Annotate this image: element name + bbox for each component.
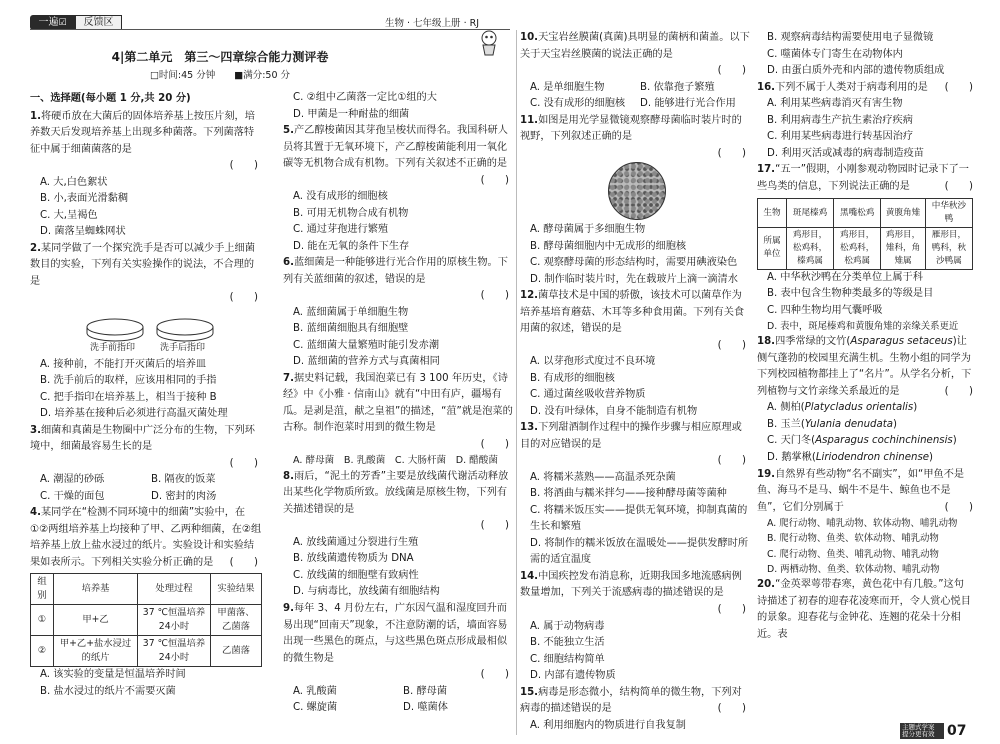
- option[interactable]: A. 该实验的变量是恒温培养时间: [40, 669, 186, 681]
- option[interactable]: B. 不能独立生活: [530, 637, 605, 649]
- option[interactable]: A. 大,白色絮状: [40, 176, 108, 188]
- option[interactable]: B. 小,表面光滑黏稠: [40, 193, 129, 205]
- petri-dish-icon: [30, 307, 262, 357]
- header-tab: [30, 15, 122, 30]
- option[interactable]: A. 爬行动物、哺乳动物、软体动物、哺乳动物: [767, 518, 958, 530]
- option[interactable]: C. 将糯米饭压实——提供无氧环境，抑制真菌的生长和繁殖: [530, 504, 748, 533]
- option[interactable]: A. 放线菌通过分裂进行生殖: [293, 536, 419, 548]
- option[interactable]: C. 天门冬(Asparagus cochinchinensis): [767, 435, 957, 447]
- option[interactable]: C. 噬菌体专门寄生在动物体内: [767, 48, 903, 60]
- question-16: 16.下列不属于人类对于病毒利用的是 ( ) A. 利用某些病毒消灭有害生物 B. 利用病毒生产抗生素治疗疾病 C. 利用某些病毒进行转基因治疗 D. 利用灭活或减毒的病毒制造疫苗: [757, 80, 973, 163]
- question-3: 3.细菌和真菌是生物圈中广泛分布的生物，下列环境中，细菌最容易生长的是 ( ) A. 潮湿的砂砾 B. 隔夜的饭菜 C. 干燥的面包 D. 密封的肉汤: [30, 423, 262, 506]
- page-number: 07: [947, 722, 967, 739]
- option[interactable]: B. 放线菌遗传物质为 DNA: [293, 553, 414, 565]
- option[interactable]: C. 爬行动物、鱼类、哺乳动物、哺乳动物: [767, 548, 939, 560]
- option[interactable]: B. 蓝细菌细胞具有细胞壁: [293, 323, 409, 335]
- option[interactable]: D. 内部有遗传物质: [530, 670, 616, 682]
- table-header: 培养基: [54, 574, 138, 605]
- answer-bracket[interactable]: ( ): [717, 339, 746, 351]
- option[interactable]: A. 利用某些病毒消灭有害生物: [767, 98, 903, 110]
- section-title: 一、选择题(每小题 1 分,共 20 分): [30, 93, 191, 104]
- option[interactable]: C. 细胞结构简单: [530, 653, 605, 665]
- answer-bracket[interactable]: ( ): [717, 603, 746, 615]
- header-tab-right: 反馈区: [75, 15, 122, 30]
- question-1: 1.将硬币放在大菌后的固体培养基上按压片刻，培养数天后发现培养基上出现多种菌落。下列菌落特征中属于细菌菌落的是 ( ) A. 大,白色絮状 B. 小,表面光滑黏稠 C. 大,呈褐色 D. 菌落呈蜘蛛网状: [30, 109, 262, 241]
- experiment-table: [30, 573, 262, 667]
- option[interactable]: D. 能在无氧的条件下生存: [293, 240, 410, 252]
- option[interactable]: D. 密封的肉汤: [151, 490, 217, 502]
- question-18: 18.四季常绿的文竹(Asparagus setaceus)让侧气蓬勃的校园里充满生机。生物小组的同学为下列校园植物都挂上了“名片”。从学名分析，下列植物与文竹亲缘关系最近的是 ( ) A. 侧柏(Platycladus orientalis) B. 玉兰(Yulania denudata) C. 天门冬(Asparagus cochinchinensis) D. 鹅掌楸(Liriodendron chinense): [757, 334, 973, 466]
- table-header: 实验结果: [211, 574, 262, 605]
- question-10: 10.天宝岩丝膜菌(真菌)具明显的菌柄和菌盖。以下关于天宝岩丝膜菌的说法正确的是 ( ) A. 是单细胞生物 B. 依靠孢子繁殖 C. 没有成形的细胞核 D. 能够进行光合作用: [520, 30, 750, 113]
- option[interactable]: C. 蓝细菌大量繁殖时能引发赤潮: [293, 339, 440, 351]
- option[interactable]: D. 表中，斑尾榛鸡和黄腹角雉的亲缘关系更近: [767, 321, 959, 333]
- option[interactable]: A. 将糯米蒸熟——高温杀死杂菌: [530, 471, 676, 483]
- table-row: 所属单位 鸡形目，松鸡科，榛鸡属 鸡形目，松鸡科，松鸡属 鸡形目，雉科，角雉属 雁形目，鸭科，秋沙鸭属: [758, 227, 973, 269]
- option[interactable]: B. 盐水浸过的纸片不需要灭菌: [40, 685, 176, 697]
- option[interactable]: A. 以芽孢形式度过不良环境: [530, 356, 656, 368]
- answer-bracket[interactable]: ( ): [229, 457, 258, 469]
- question-12: 12.菌草技术是中国的骄傲，该技术可以菌草作为培养基培育蘑菇、木耳等多种食用菌。下列有关食用菌的叙述，错误的是 ( ) A. 以芽孢形式度过不良环境 B. 有成形的细胞核 C. 通过菌丝吸收营养物质 D. 没有叶绿体，自身不能制造有机物: [520, 288, 750, 420]
- question-2: 2.某同学做了一个探究洗手是否可以减少手上细菌数目的实验，下列有关实验操作的说法，不合理的是 ( ) 洗手前指印 洗手后指印 A. 接种前，不能打开灭菌后的培养皿 B. 洗手前后的取样，应该用相同的手指 C. 把手指印在培养基上，相当于接种 B D. 培养基在接种后必须进行高温灭菌处理: [30, 241, 262, 423]
- option[interactable]: B. 玉兰(Yulania denudata): [767, 418, 897, 430]
- option[interactable]: C. 四种生物均用气囊呼吸: [767, 304, 883, 316]
- header-tab-left: 一遍☑: [30, 15, 75, 30]
- option[interactable]: A. 没有成形的细胞核: [293, 191, 388, 203]
- question-15: 15.病毒是形态微小，结构简单的微生物，下列对病毒的描述错误的是 ( ) A. 利用细胞内的物质进行自我复制: [520, 685, 750, 735]
- option[interactable]: D. 没有叶绿体，自身不能制造有机物: [530, 405, 698, 417]
- option[interactable]: B. 利用病毒生产抗生素治疗疾病: [767, 114, 913, 126]
- option[interactable]: C. 放线菌的细胞壁有致病性: [293, 569, 419, 581]
- option[interactable]: D. 由蛋白质外壳和内部的遗传物质组成: [767, 65, 945, 77]
- option[interactable]: A. 潮湿的砂砾: [40, 474, 105, 486]
- table-row: ① 甲+乙 37 ℃恒温培养24小时 甲菌落、乙菌落: [31, 605, 262, 636]
- dish-label-after: 洗手后指印: [160, 342, 206, 353]
- table-header: 处理过程: [138, 574, 211, 605]
- option[interactable]: A. 属于动物病毒: [530, 620, 605, 632]
- question-7: 7.据史料记载，我国泡菜已有 3 100 年历史，《诗经》中《小雅 · 信南山》就有“中田有庐，疆埸有瓜。是剥是菹，献之皇祖”的描述，“菹”就是泡菜的古称。制作泡菜时用到的微生物是 ( ) A. 酵母菌 B. 乳酸菌 C. 大肠杆菌 D. 醋酸菌: [283, 371, 513, 469]
- option[interactable]: B. 洗手前后的取样，应该用相同的手指: [40, 375, 217, 387]
- question-17: 17.“五一”假期，小刚参观动物园时记录下了一些鸟类的信息，下列说法正确的是 ( ) 生物 斑尾榛鸡 黑嘴松鸡 黄腹角雉 中华秋沙鸭 所属单位 鸡形目，松鸡科，榛鸡属 鸡形目，松鸡科，松鸡属 鸡形目，雉科，角雉属 雁形目，鸭科，秋沙鸭属 A. 中华秋沙鸭在分类单位上属于科 B. 表中包含生物种类最多的等级是目 C. 四种生物均用气囊呼吸 D. 表中，斑尾榛鸡和黄腹角雉的亲缘关系更近: [757, 162, 973, 334]
- dish-label-before: 洗手前指印: [90, 342, 136, 353]
- question-8: 8.雨后，“泥土的芳香”主要是放线菌代谢活动释放出某些化学物质所致。放线菌是原核生物，下列有关描述错误的是 ( ) A. 放线菌通过分裂进行生殖 B. 放线菌遗传物质为 DNA C. 放线菌的细胞壁有致病性 D. 与病毒比，放线菌有细胞结构: [283, 469, 513, 601]
- option[interactable]: A. 酵母菌属于多细胞生物: [530, 224, 646, 236]
- option-row[interactable]: A. 酵母菌 B. 乳酸菌 C. 大肠杆菌 D. 醋酸菌: [293, 455, 498, 467]
- question-6: 6.蓝细菌是一种能够进行光合作用的原核生物。下列有关蓝细菌的叙述，错误的是 ( ) A. 蓝细菌属于单细胞生物 B. 蓝细菌细胞具有细胞壁 C. 蓝细菌大量繁殖时能引发赤潮 D. 蓝细菌的营养方式与真菌相同: [283, 255, 513, 371]
- table-header: 生物: [758, 199, 787, 228]
- question-11: 11.如图是用光学显微镜观察酵母菌临时装片时的视野，下列叙述正确的是 ( ) A. 酵母菌属于多细胞生物 B. 酵母菌细胞内中无成形的细胞核 C. 观察酵母菌的形态结构时，需要用碘液染色 D. 制作临时装片时，先在载玻片上滴一滴清水: [520, 113, 750, 289]
- table-header: 组别: [31, 574, 54, 605]
- option[interactable]: B. 酵母菌细胞内中无成形的细胞核: [530, 240, 687, 252]
- bird-classification-table: [757, 198, 973, 269]
- option[interactable]: A. 接种前，不能打开灭菌后的培养皿: [40, 358, 207, 370]
- question-14: 14.中国疾控发布消息称，近期我国多地流感病例数量增加，下列关于流感病毒的描述错误的是 ( ) A. 属于动物病毒 B. 不能独立生活 C. 细胞结构简单 D. 内部有遗传物质: [520, 569, 750, 685]
- column-divider: [516, 30, 517, 735]
- answer-bracket[interactable]: ( ): [480, 520, 509, 532]
- answer-bracket[interactable]: ( ): [717, 703, 746, 715]
- answer-bracket[interactable]: ( ): [944, 180, 973, 192]
- option[interactable]: D. 利用灭活或减毒的病毒制造疫苗: [767, 147, 924, 159]
- answer-bracket[interactable]: ( ): [480, 174, 509, 186]
- option[interactable]: B. 表中包含生物种类最多的等级是目: [767, 288, 934, 300]
- table-header: 黑嘴松鸡: [834, 199, 881, 228]
- option[interactable]: B. 有成形的细胞核: [530, 372, 615, 384]
- option[interactable]: D. 与病毒比，放线菌有细胞结构: [293, 586, 440, 598]
- table-row: ② 甲+乙+盐水浸过的纸片 37 ℃恒温培养24小时 乙菌落: [31, 636, 262, 667]
- table-header: 斑尾榛鸡: [787, 199, 834, 228]
- option[interactable]: A. 蓝细菌属于单细胞生物: [293, 306, 409, 318]
- table-header: 中华秋沙鸭: [925, 199, 972, 228]
- answer-bracket[interactable]: ( ): [229, 160, 258, 172]
- column-1: [30, 90, 262, 700]
- option[interactable]: C. 观察酵母菌的形态结构时，需要用碘液染色: [530, 257, 738, 269]
- question-20: 20.“金英翠萼带春寒，黄色花中有几般。”这句诗描述了初春的迎春花凌寒而开，令人赏心悦目的景象。迎春花与金钟花、连翘的花朵十分相近。表: [757, 579, 971, 640]
- answer-bracket[interactable]: ( ): [944, 81, 973, 93]
- option[interactable]: B. 依靠孢子繁殖: [640, 81, 715, 93]
- answer-bracket[interactable]: ( ): [480, 438, 509, 450]
- option[interactable]: C. 把手指印在培养基上，相当于接种 B: [40, 391, 217, 403]
- yeast-microscope-image: [520, 162, 750, 222]
- answer-bracket[interactable]: ( ): [717, 147, 746, 159]
- footer-badge: 主题式学案 提分更有效: [900, 723, 944, 739]
- option[interactable]: D. 能够进行光合作用: [640, 98, 736, 110]
- answer-bracket[interactable]: ( ): [229, 556, 258, 568]
- option[interactable]: B. 隔夜的饭菜: [151, 474, 216, 486]
- option[interactable]: B. 爬行动物、鱼类、软体动物、哺乳动物: [767, 533, 939, 545]
- column-4: [757, 30, 973, 643]
- option[interactable]: C. 大,呈褐色: [40, 209, 98, 221]
- time-score: □时间:45 分钟 ■满分:50 分: [149, 70, 291, 81]
- option[interactable]: C. 利用某些病毒进行转基因治疗: [767, 131, 914, 143]
- option[interactable]: D. 噬菌体: [403, 702, 448, 714]
- answer-bracket[interactable]: ( ): [944, 501, 973, 513]
- option[interactable]: D. 菌落呈蜘蛛网状: [40, 226, 126, 238]
- option[interactable]: C. 通过芽孢进行繁殖: [293, 224, 389, 236]
- option[interactable]: A. 乳酸菌: [293, 685, 337, 697]
- question-13: 13.下列甜酒制作过程中的操作步骤与相应原理或目的对应错误的是 ( ) A. 将糯米蒸熟——高温杀死杂菌 B. 将酒曲与糯米拌匀——接种酵母菌等菌种 C. 将糯米饭压实——提供无氧环境，抑制真菌的生长和繁殖 D. 将制作的糯米饭放在温暖处——提供发酵时所需的适宜温度: [520, 420, 750, 569]
- option[interactable]: D. 甲菌是一种耐盐的细菌: [293, 108, 410, 120]
- unit-title: 4|第二单元 第三～四章综合能力测评卷: [111, 50, 329, 64]
- answer-bracket[interactable]: ( ): [717, 455, 746, 467]
- option[interactable]: A. 利用细胞内的物质进行自我复制: [530, 719, 686, 731]
- answer-bracket[interactable]: ( ): [229, 292, 258, 304]
- answer-bracket[interactable]: ( ): [480, 290, 509, 302]
- page-footer: [900, 722, 966, 740]
- option[interactable]: C. 没有成形的细胞核: [530, 98, 626, 110]
- option[interactable]: B. 将酒曲与糯米拌匀——接种酵母菌等菌种: [530, 488, 727, 500]
- option[interactable]: A. 是单细胞生物: [530, 81, 605, 93]
- option[interactable]: C. 干燥的面包: [40, 490, 105, 502]
- petri-dish-figure: [30, 307, 262, 357]
- option[interactable]: D. 蓝细菌的营养方式与真菌相同: [293, 356, 440, 368]
- book-info: 生物 · 七年级上册 · RJ: [385, 18, 480, 29]
- option[interactable]: B. 可用无机物合成有机物: [293, 207, 409, 219]
- option[interactable]: D. 两栖动物、鱼类、软体动物、哺乳动物: [767, 563, 940, 575]
- answer-bracket[interactable]: ( ): [944, 385, 973, 397]
- table-header: 黄腹角雉: [881, 199, 926, 228]
- option[interactable]: B. 酵母菌: [403, 685, 448, 697]
- option[interactable]: C. 通过菌丝吸收营养物质: [530, 389, 646, 401]
- option[interactable]: C. ②组中乙菌落一定比①组的大: [293, 92, 437, 103]
- question-9: 9.每年 3、4 月份左右，广东因气温和湿度回升而易出现“回南天”现象，不注意防潮的话，墙面容易出现一些黑色的斑点，与这些黑色斑点形成最相似的微生物是 ( ) A. 乳酸菌 B. 酵母菌 C. 螺旋菌 D. 噬菌体: [283, 601, 513, 717]
- option[interactable]: A. 侧柏(Platycladus orientalis): [767, 402, 918, 414]
- option[interactable]: D. 培养基在接种后必须进行高温灭菌处理: [40, 408, 228, 420]
- option[interactable]: A. 中华秋沙鸭在分类单位上属于科: [767, 271, 923, 283]
- table-header-row: [758, 199, 973, 228]
- option[interactable]: B. 观察病毒结构需要使用电子显微镜: [767, 32, 934, 43]
- tab-check-icon: ☑: [58, 18, 67, 28]
- question-4: 4.某同学在“检测不同环境中的细菌”实验中，在①②两组培养基上均接种了甲、乙两种细菌，在②组培养基上放上盐水浸过的纸片。实验设计和实验结果如表所示。下列相关实验分析正确的是 ( ) 组别 培养基 处理过程 实验结果 ① 甲+乙 37 ℃恒温培养24小时 甲菌落、乙菌落 ② 甲+乙+盐水浸过的纸片 37 ℃恒温培养24小时 乙菌落 A. 该实验的变量是恒温培养时间 B. 盐水浸过的纸片不需要灭菌: [30, 505, 262, 700]
- option[interactable]: D. 将制作的糯米饭放在温暖处——提供发酵时所需的适宜温度: [530, 537, 749, 566]
- question-5: 5.产乙醇梭菌因其芽孢呈梭状而得名。我国科研人员将其置于无氧环境下，产乙醇梭菌能利用一氧化碳等无机物合成有机物。下列有关叙述不正确的是 ( ) A. 没有成形的细胞核 B. 可用无机物合成有机物 C. 通过芽孢进行繁殖 D. 能在无氧的条件下生存: [283, 123, 513, 255]
- column-3: [520, 30, 750, 734]
- question-19: 19.自然界有些动物“名不副实”，如“甲鱼不是鱼、海马不是马、蜗牛不是牛、鲸鱼也不是鱼”，它们分别属于 ( ) A. 爬行动物、哺乳动物、软体动物、哺乳动物 B. 爬行动物、鱼类、软体动物、哺乳动物 C. 爬行动物、鱼类、哺乳动物、哺乳动物 D. 两栖动物、鱼类、软体动物、哺乳动物: [757, 467, 973, 577]
- answer-bracket[interactable]: ( ): [480, 669, 509, 681]
- option[interactable]: D. 制作临时装片时，先在载玻片上滴一滴清水: [530, 273, 738, 285]
- option[interactable]: C. 螺旋菌: [293, 702, 338, 714]
- table-header-row: [31, 574, 262, 605]
- answer-bracket[interactable]: ( ): [717, 65, 746, 77]
- option[interactable]: D. 鹅掌楸(Liriodendron chinense): [767, 452, 934, 463]
- column-2: [283, 90, 513, 717]
- mascot-icon: [478, 30, 500, 56]
